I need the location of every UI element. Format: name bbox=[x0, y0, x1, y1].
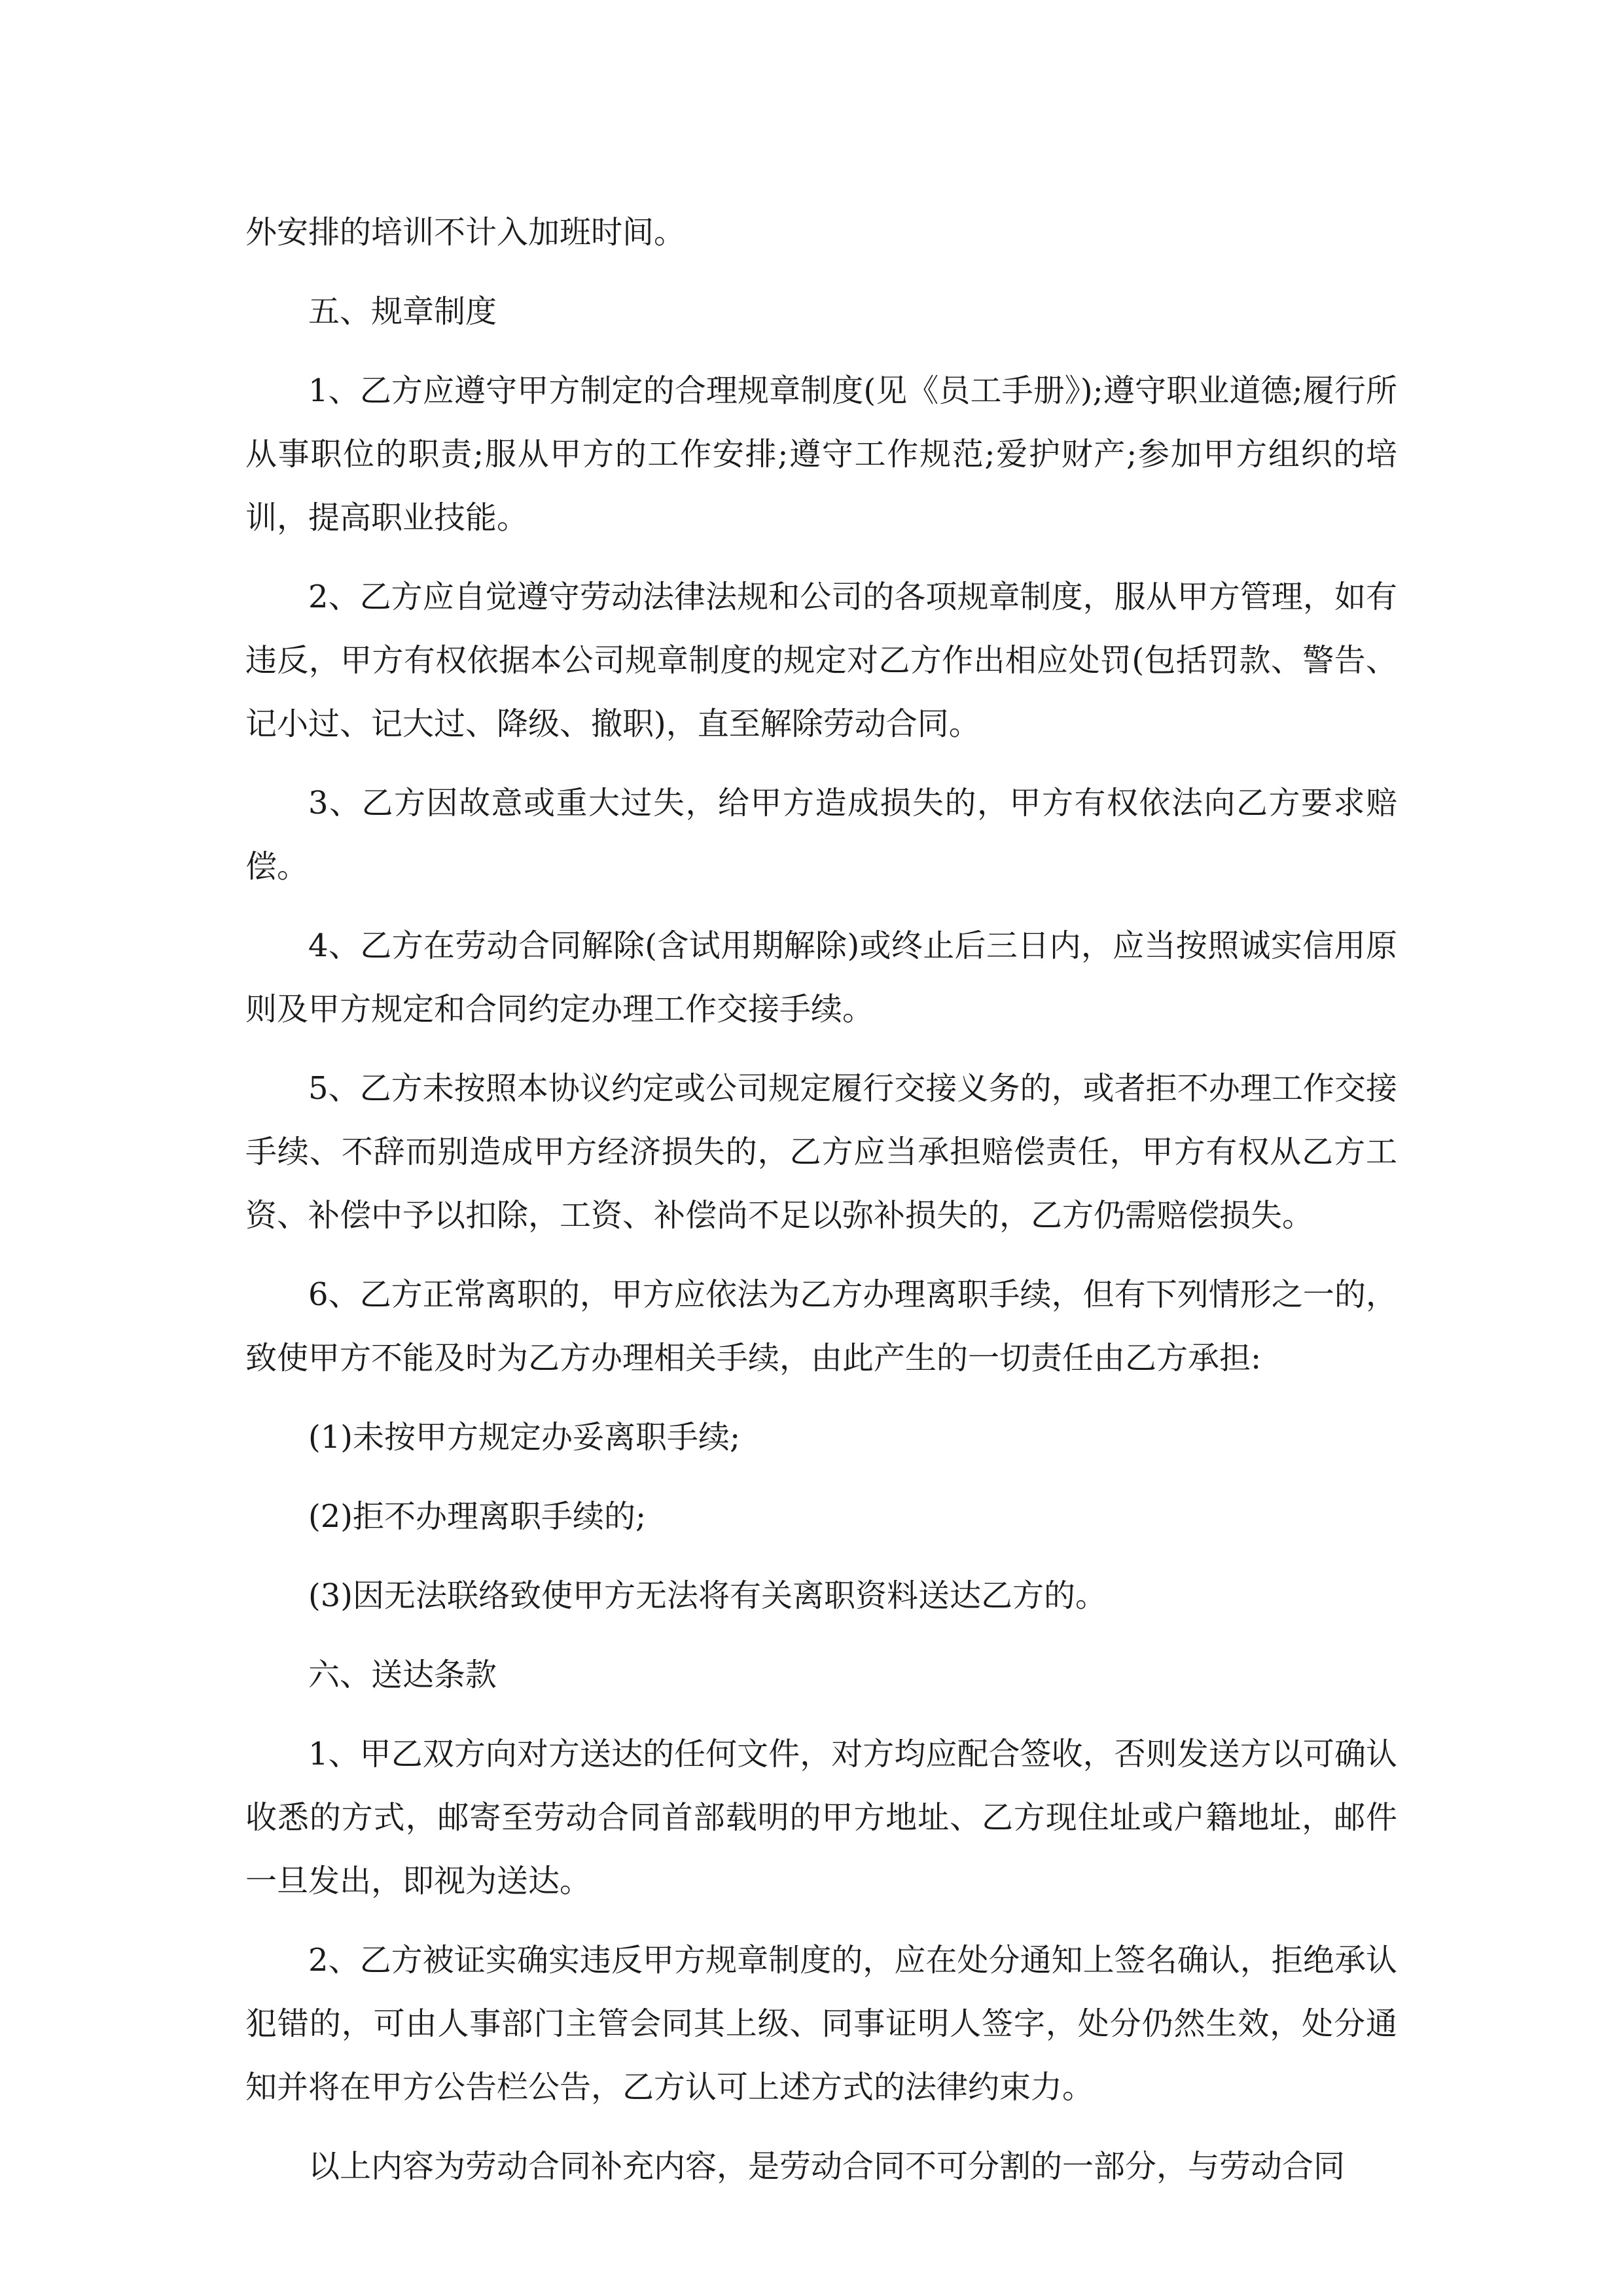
paragraph-rules-1: 1、乙方应遵守甲方制定的合理规章制度(见《员工手册》);遵守职业道德;履行所从事职位的职责;服从甲方的工作安排;遵守工作规范;爱护财产;参加甲方组织的培训，提高职业技能。 bbox=[245, 372, 1397, 536]
paragraph-delivery-1: 1、甲乙双方向对方送达的任何文件，对方均应配合签收，否则发送方以可确认收悉的方式，邮寄至劳动合同首部载明的甲方地址、乙方现住址或户籍地址，邮件一旦发出，即视为送达。 bbox=[245, 1736, 1397, 1899]
section-heading-delivery: 六、送达条款 bbox=[308, 1657, 497, 1693]
paragraph-closing: 以上内容为劳动合同补充内容，是劳动合同不可分割的一部分，与劳动合同 bbox=[308, 2148, 1346, 2185]
section-heading-rules: 五、规章制度 bbox=[308, 293, 497, 330]
paragraph-continuation: 外安排的培训不计入加班时间。 bbox=[245, 214, 686, 251]
document-body bbox=[245, 201, 1397, 2214]
paragraph-delivery-2: 2、乙方被证实确实违反甲方规章制度的，应在处分通知上签名确认，拒绝承认犯错的，可由人事部门主管会同其上级、同事证明人签字，处分仍然生效，处分通知并将在甲方公告栏公告，乙方认可上述方式的法律约束力。 bbox=[245, 1942, 1397, 2106]
paragraph-rules-6: 6、乙方正常离职的，甲方应依法为乙方办理离职手续，但有下列情形之一的，致使甲方不能及时为乙方办理相关手续，由此产生的一切责任由乙方承担: bbox=[245, 1276, 1397, 1376]
paragraph-rules-5: 5、乙方未按照本协议约定或公司规定履行交接义务的，或者拒不办理工作交接手续、不辞而别造成甲方经济损失的，乙方应当承担赔偿责任，甲方有权从乙方工资、补偿中予以扣除，工资、补偿尚不足以弥补损失的，乙方仍需赔偿损失。 bbox=[245, 1070, 1397, 1234]
paragraph-rules-4: 4、乙方在劳动合同解除(含试用期解除)或终止后三日内，应当按照诚实信用原则及甲方规定和合同约定办理工作交接手续。 bbox=[245, 927, 1397, 1028]
list-item-1: (1)未按甲方规定办妥离职手续; bbox=[308, 1419, 741, 1456]
list-item-2: (2)拒不办理离职手续的; bbox=[308, 1498, 647, 1535]
paragraph-rules-3: 3、乙方因故意或重大过失，给甲方造成损失的，甲方有权依法向乙方要求赔偿。 bbox=[245, 785, 1397, 885]
list-item-3: (3)因无法联络致使甲方无法将有关离职资料送达乙方的。 bbox=[308, 1577, 1107, 1614]
paragraph-rules-2: 2、乙方应自觉遵守劳动法律法规和公司的各项规章制度，服从甲方管理，如有违反，甲方有权依据本公司规章制度的规定对乙方作出相应处罚(包括罚款、警告、记小过、记大过、降级、撤职)，直至解除劳动合同。 bbox=[245, 579, 1397, 742]
